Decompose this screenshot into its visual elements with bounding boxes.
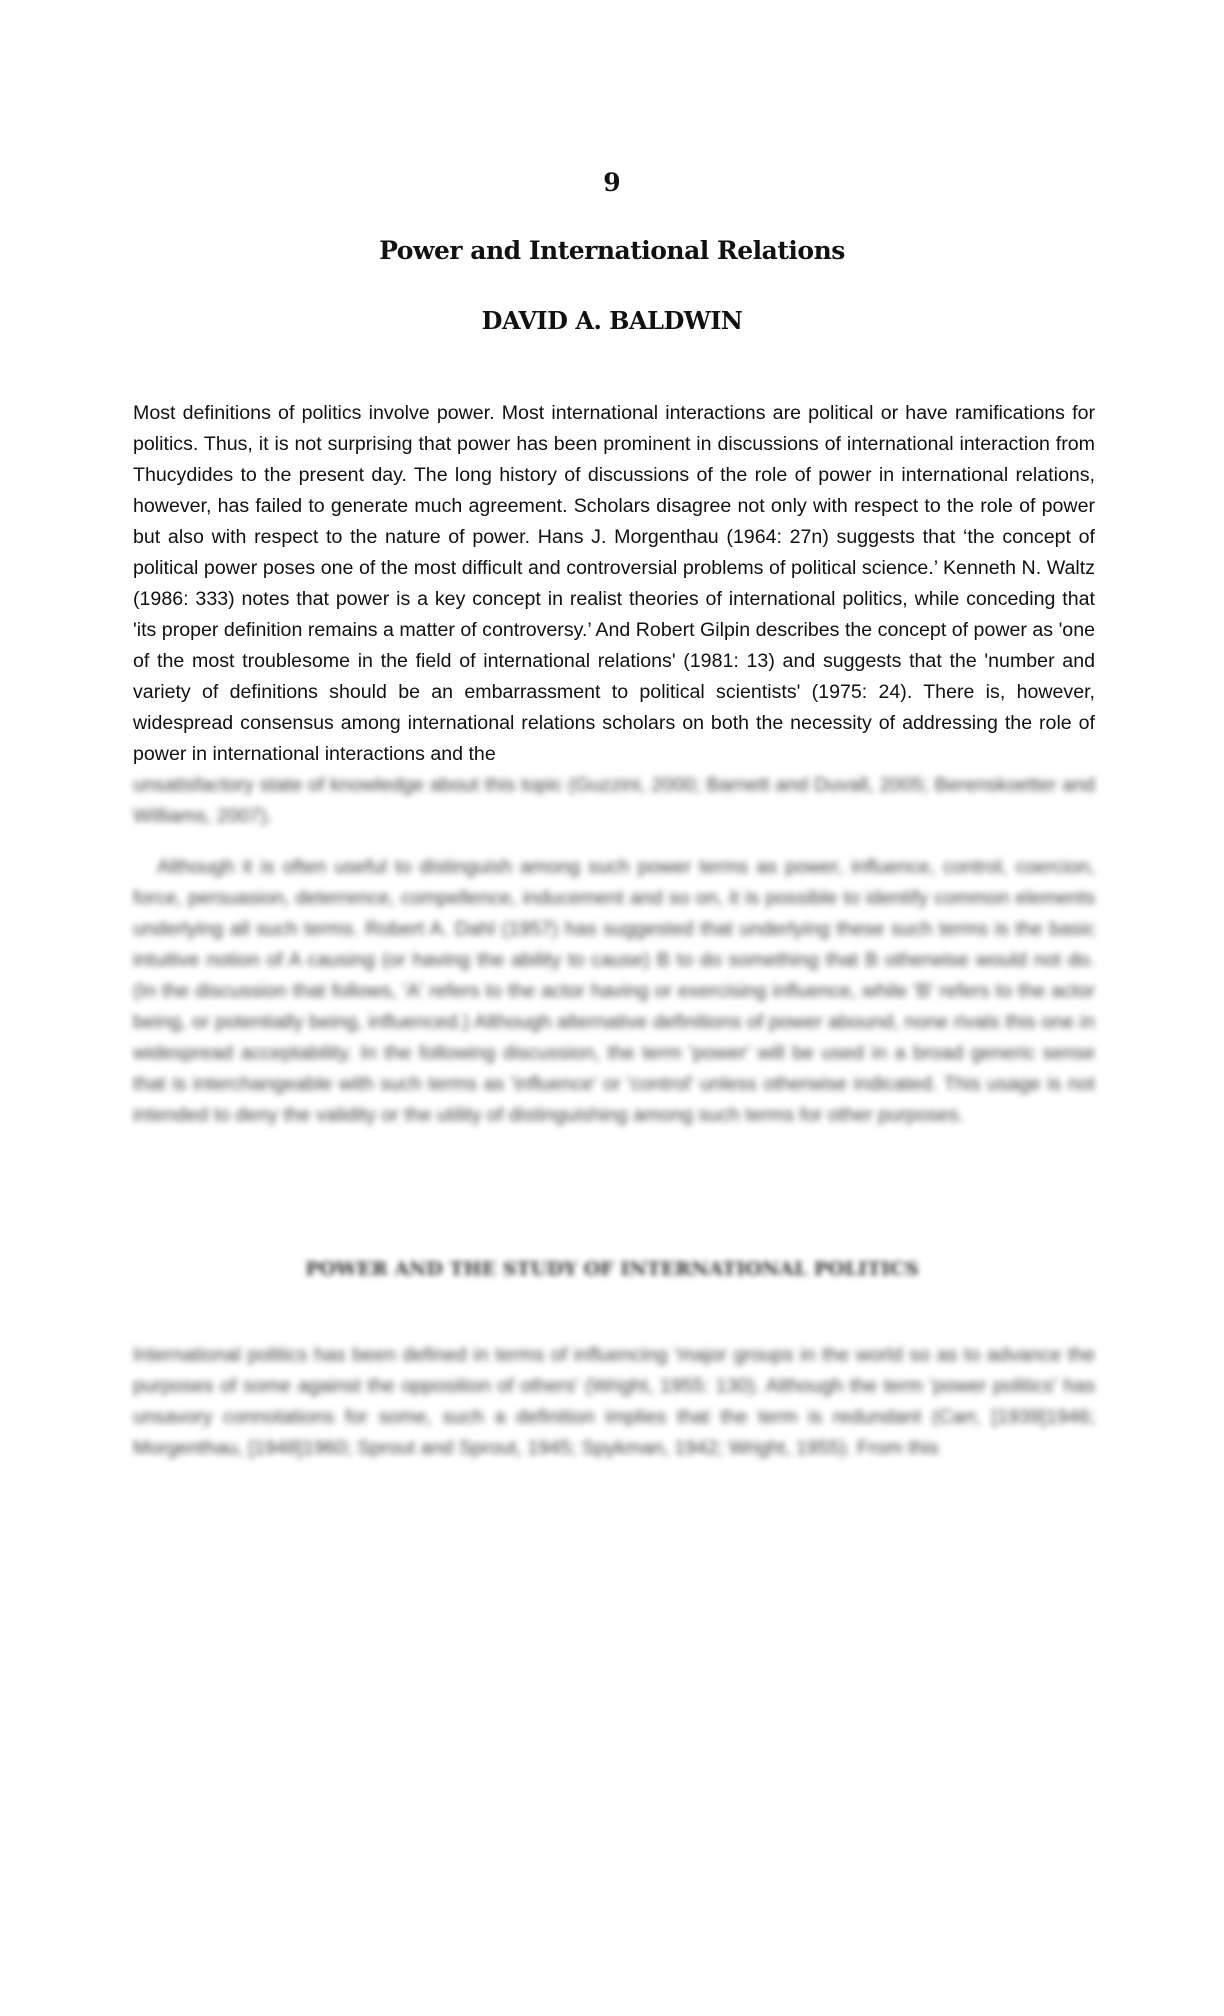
- paragraph-intro-continuation: unsatisfactory state of knowledge about this topic (Guzzini, 2000; Barnett and Duvall, 2005; Berenskoetter and Williams, 2007).: [133, 774, 1095, 827]
- section-heading: POWER AND THE STUDY OF INTERNATIONAL POLITICS: [305, 1258, 919, 1280]
- chapter-number: 9: [603, 168, 621, 197]
- chapter-author: DAVID A. BALDWIN: [481, 306, 743, 335]
- paragraph-section-intro: International politics has been defined in terms of influencing 'major groups in the world so as to advance the purposes of some against the opposition of others' (Wright, 1955: 130). Although the term 'power politics' has unsavory connotations for some, such a definition implies that the term is redundant (Carr, [1939]1946; Morgenthau, [1948]1960; Sprout and Sprout, 1945; Spykman, 1942; Wright, 1955). From this: [133, 1344, 1095, 1459]
- paragraph-definitions: Although it is often useful to distinguish among such power terms as power, influence, control, coercion, force, persuasion, deterrence, compellence, inducement and so on, it is possible to identify common elements underlying all such terms. Robert A. Dahl (1957) has suggested that underlying these such terms is the basic intuitive notion of A causing (or having the ability to cause) B to do something that B otherwise would not do. (In the discussion that follows, 'A' refers to the actor having or exercising influence, while 'B' refers to the actor being, or potentially being, influenced.) Although alternative definitions of power abound, none rivals this one in widespread acceptability. In the following discussion, the term 'power' will be used in a broad generic sense that is interchangeable with such terms as 'influence' or 'control' unless otherwise indicated. This usage is not intended to deny the validity or the utility of distinguishing among such terms for other purposes.: [133, 856, 1095, 1126]
- chapter-title: Power and International Relations: [379, 236, 845, 265]
- paragraph-intro: Most definitions of politics involve power. Most international interactions are political or have ramifications for politics. Thus, it is not surprising that power has been prominent in discussions of international interaction from Thucydides to the present day. The long history of discussions of the role of power in international relations, however, has failed to generate much agreement. Scholars disagree not only with respect to the role of power but also with respect to the nature of power. Hans J. Morgenthau (1964: 27n) suggests that ‘the concept of political power poses one of the most difficult and controversial problems of political science.’ Kenneth N. Waltz (1986: 333) notes that power is a key concept in realist theories of international politics, while conceding that 'its proper definition remains a matter of controversy.’ And Robert Gilpin describes the concept of power as 'one of the most troublesome in the field of international relations' (1981: 13) and suggests that the 'number and variety of definitions should be an embarrassment to political scientists' (1975: 24). There is, however, widespread consensus among international relations scholars on both the necessity of addressing the role of power in international interactions and the: [133, 402, 1095, 765]
